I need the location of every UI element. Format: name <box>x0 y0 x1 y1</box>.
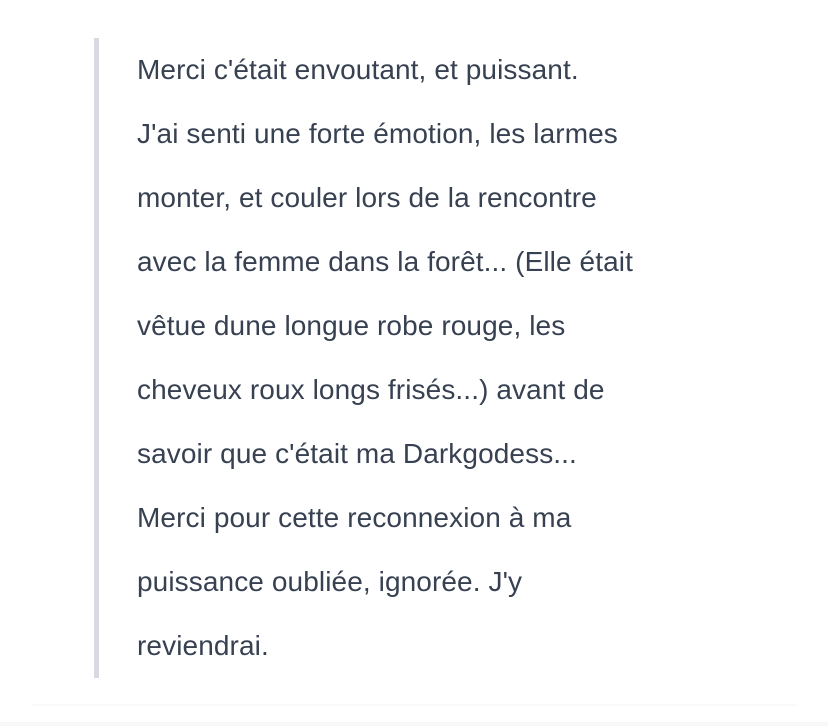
message-divider <box>31 704 797 706</box>
quote-line: puissance oubliée, ignorée. J'y <box>137 566 523 597</box>
quote-line: vêtue dune longue robe rouge, les <box>137 310 566 341</box>
quote-line: Merci pour cette reconnexion à ma <box>137 502 572 533</box>
quote-line: Merci c'était envoutant, et puissant. <box>137 54 579 85</box>
blockquote <box>94 38 633 678</box>
quote-line: cheveux roux longs frisés...) avant de <box>137 374 605 405</box>
quote-line: reviendrai. <box>137 630 269 661</box>
quote-line: savoir que c'était ma Darkgodess... <box>137 438 577 469</box>
quote-line: monter, et couler lors de la rencontre <box>137 182 597 213</box>
quote-line: J'ai senti une forte émotion, les larmes <box>137 118 618 149</box>
bottom-separator <box>0 722 828 726</box>
quote-line: avec la femme dans la forêt... (Elle était <box>137 246 633 277</box>
